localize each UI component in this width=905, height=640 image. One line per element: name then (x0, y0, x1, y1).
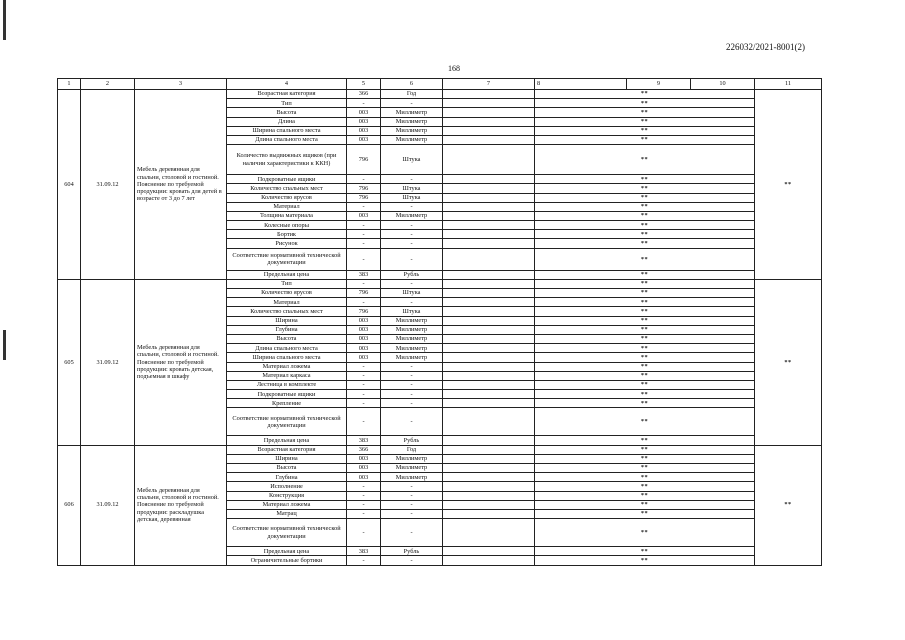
empty-cell (443, 408, 535, 436)
unit-name: - (381, 509, 443, 518)
characteristic-name: Соответствие нормативной технической документации (227, 519, 347, 547)
table-row (58, 90, 822, 99)
scan-edge-mark (3, 0, 6, 40)
characteristic-name: Глубина (227, 473, 347, 482)
value-placeholder: ** (535, 298, 755, 307)
value-placeholder: ** (535, 193, 755, 202)
characteristic-name: Ширина (227, 316, 347, 325)
unit-name: Миллиметр (381, 454, 443, 463)
empty-cell (443, 491, 535, 500)
unit-name: Миллиметр (381, 126, 443, 135)
unit-name: Штука (381, 289, 443, 298)
okei-code: 383 (347, 547, 381, 556)
unit-name: Миллиметр (381, 316, 443, 325)
value-placeholder: ** (535, 454, 755, 463)
empty-cell (443, 145, 535, 175)
okei-code: - (347, 221, 381, 230)
empty-cell (443, 362, 535, 371)
unit-name: - (381, 230, 443, 239)
unit-name: Штука (381, 184, 443, 193)
empty-cell (443, 126, 535, 135)
characteristic-name: Предельная цена (227, 436, 347, 445)
value-placeholder: ** (535, 547, 755, 556)
unit-name: - (381, 362, 443, 371)
okpd-code: 31.09.12 (81, 279, 135, 445)
page-number: 168 (448, 64, 460, 73)
product-description: Мебель деревянная для спальни, столовой и гостиной. Пояснение по требуемой продукции: кровать детская, подъемная в шкафу (135, 279, 227, 445)
okei-code: 366 (347, 90, 381, 99)
unit-name: - (381, 482, 443, 491)
unit-name: Миллиметр (381, 325, 443, 334)
value-placeholder: ** (535, 117, 755, 126)
characteristic-name: Возрастная категория (227, 445, 347, 454)
table-body (58, 90, 822, 566)
empty-cell (443, 99, 535, 108)
unit-name: - (381, 298, 443, 307)
empty-cell (443, 211, 535, 220)
value-placeholder: ** (535, 436, 755, 445)
empty-cell (443, 380, 535, 389)
okei-code: - (347, 519, 381, 547)
empty-cell (443, 270, 535, 279)
unit-name: - (381, 399, 443, 408)
characteristic-name: Толщина материала (227, 211, 347, 220)
characteristic-name: Матрац (227, 509, 347, 518)
characteristic-name: Материал (227, 298, 347, 307)
characteristic-name: Ширина спального места (227, 353, 347, 362)
empty-cell (443, 344, 535, 353)
empty-cell (443, 184, 535, 193)
column-number-5: 5 (347, 79, 381, 90)
row-position-number: 606 (58, 445, 81, 565)
okpd-code: 31.09.12 (81, 90, 135, 280)
value-placeholder: ** (535, 135, 755, 144)
value-placeholder: ** (535, 126, 755, 135)
value-placeholder: ** (535, 289, 755, 298)
okei-code: - (347, 399, 381, 408)
empty-cell (443, 500, 535, 509)
characteristic-name: Возрастная категория (227, 90, 347, 99)
unit-name: - (381, 279, 443, 288)
unit-name: Миллиметр (381, 344, 443, 353)
unit-name: Миллиметр (381, 473, 443, 482)
characteristic-name: Количество спальных мест (227, 184, 347, 193)
okei-code: - (347, 298, 381, 307)
empty-cell (443, 482, 535, 491)
empty-cell (443, 289, 535, 298)
okei-code: - (347, 491, 381, 500)
value-placeholder: ** (535, 248, 755, 270)
value-placeholder: ** (535, 307, 755, 316)
value-placeholder: ** (535, 211, 755, 220)
product-description: Мебель деревянная для спальни, столовой и гостиной. Пояснение по требуемой продукции: кровать для детей в возрасте от 3 до 7 лет (135, 90, 227, 280)
empty-cell (443, 464, 535, 473)
okei-code: 003 (347, 135, 381, 144)
value-placeholder: ** (535, 556, 755, 565)
value-placeholder: ** (535, 316, 755, 325)
okei-code: 366 (347, 445, 381, 454)
empty-cell (443, 509, 535, 518)
unit-name: - (381, 390, 443, 399)
value-placeholder: ** (535, 473, 755, 482)
column-number-7: 7 (443, 79, 535, 90)
column-number-11: 11 (755, 79, 822, 90)
characteristic-name: Конструкция (227, 491, 347, 500)
characteristic-name: Длина (227, 117, 347, 126)
empty-cell (443, 473, 535, 482)
characteristic-name: Количество ярусов (227, 289, 347, 298)
unit-name: Штука (381, 307, 443, 316)
column-11-placeholder: ** (755, 445, 822, 565)
characteristic-name: Тип (227, 99, 347, 108)
empty-cell (443, 193, 535, 202)
document-number: 226032/2021-8001(2) (726, 42, 805, 52)
characteristic-name: Подкроватные ящики (227, 390, 347, 399)
okei-code: - (347, 362, 381, 371)
okei-code: 003 (347, 126, 381, 135)
unit-name: Миллиметр (381, 135, 443, 144)
empty-cell (443, 202, 535, 211)
unit-name: Миллиметр (381, 117, 443, 126)
empty-cell (443, 316, 535, 325)
okei-code: 383 (347, 436, 381, 445)
unit-name: Штука (381, 145, 443, 175)
okei-code: 003 (347, 325, 381, 334)
characteristic-name: Количество ярусов (227, 193, 347, 202)
unit-name: - (381, 175, 443, 184)
okei-code: 003 (347, 211, 381, 220)
okei-code: - (347, 556, 381, 565)
unit-name: Миллиметр (381, 464, 443, 473)
column-number-10: 10 (691, 79, 755, 90)
characteristic-name: Материал (227, 202, 347, 211)
unit-name: Рубль (381, 270, 443, 279)
row-position-number: 605 (58, 279, 81, 445)
characteristic-name: Соответствие нормативной технической документации (227, 248, 347, 270)
specification-table (57, 78, 822, 566)
value-placeholder: ** (535, 145, 755, 175)
okei-code: - (347, 230, 381, 239)
okei-code: 796 (347, 184, 381, 193)
characteristic-name: Высота (227, 334, 347, 343)
unit-name: Рубль (381, 547, 443, 556)
okei-code: 383 (347, 270, 381, 279)
value-placeholder: ** (535, 184, 755, 193)
empty-cell (443, 353, 535, 362)
empty-cell (443, 117, 535, 126)
characteristic-name: Предельная цена (227, 270, 347, 279)
characteristic-name: Колесные опоры (227, 221, 347, 230)
value-placeholder: ** (535, 380, 755, 389)
okei-code: 796 (347, 145, 381, 175)
empty-cell (443, 436, 535, 445)
characteristic-name: Лестница в комплекте (227, 380, 347, 389)
unit-name: Миллиметр (381, 108, 443, 117)
value-placeholder: ** (535, 175, 755, 184)
okei-code: 003 (347, 473, 381, 482)
value-placeholder: ** (535, 390, 755, 399)
empty-cell (443, 547, 535, 556)
okei-code: - (347, 202, 381, 211)
value-placeholder: ** (535, 482, 755, 491)
column-11-placeholder: ** (755, 90, 822, 280)
empty-cell (443, 221, 535, 230)
okei-code: 796 (347, 307, 381, 316)
okei-code: 003 (347, 454, 381, 463)
characteristic-name: Рисунок (227, 239, 347, 248)
okei-code: - (347, 99, 381, 108)
value-placeholder: ** (535, 491, 755, 500)
characteristic-name: Бортик (227, 230, 347, 239)
empty-cell (443, 371, 535, 380)
value-placeholder: ** (535, 99, 755, 108)
empty-cell (443, 556, 535, 565)
okei-code: - (347, 175, 381, 184)
characteristic-name: Материал ложема (227, 500, 347, 509)
value-placeholder: ** (535, 371, 755, 380)
table-row (58, 445, 822, 454)
characteristic-name: Количество спальных мест (227, 307, 347, 316)
value-placeholder: ** (535, 202, 755, 211)
characteristic-name: Ширина спального места (227, 126, 347, 135)
empty-cell (443, 175, 535, 184)
product-description: Мебель деревянная для спальни, столовой и гостиной. Пояснение по требуемой продукции: раскладушка детская, деревянная (135, 445, 227, 565)
unit-name: - (381, 519, 443, 547)
characteristic-name: Ширина (227, 454, 347, 463)
column-number-8: 8 (535, 79, 627, 90)
okei-code: - (347, 500, 381, 509)
okei-code: 003 (347, 334, 381, 343)
characteristic-name: Предельная цена (227, 547, 347, 556)
value-placeholder: ** (535, 230, 755, 239)
empty-cell (443, 519, 535, 547)
characteristic-name: Исполнение (227, 482, 347, 491)
column-number-row (58, 79, 822, 90)
characteristic-name: Глубина (227, 325, 347, 334)
okei-code: - (347, 371, 381, 380)
okei-code: - (347, 279, 381, 288)
value-placeholder: ** (535, 221, 755, 230)
unit-name: - (381, 221, 443, 230)
characteristic-name: Подкроватные ящики (227, 175, 347, 184)
empty-cell (443, 230, 535, 239)
empty-cell (443, 108, 535, 117)
column-number-3: 3 (135, 79, 227, 90)
empty-cell (443, 334, 535, 343)
empty-cell (443, 135, 535, 144)
unit-name: - (381, 556, 443, 565)
value-placeholder: ** (535, 344, 755, 353)
value-placeholder: ** (535, 464, 755, 473)
row-position-number: 604 (58, 90, 81, 280)
value-placeholder: ** (535, 500, 755, 509)
okei-code: 003 (347, 117, 381, 126)
okei-code: - (347, 380, 381, 389)
characteristic-name: Крепление (227, 399, 347, 408)
characteristic-name: Высота (227, 464, 347, 473)
empty-cell (443, 454, 535, 463)
column-number-9: 9 (627, 79, 691, 90)
value-placeholder: ** (535, 399, 755, 408)
empty-cell (443, 298, 535, 307)
value-placeholder: ** (535, 90, 755, 99)
okei-code: - (347, 390, 381, 399)
column-number-4: 4 (227, 79, 347, 90)
empty-cell (443, 248, 535, 270)
okei-code: 003 (347, 464, 381, 473)
unit-name: - (381, 491, 443, 500)
empty-cell (443, 279, 535, 288)
okei-code: - (347, 248, 381, 270)
okei-code: - (347, 482, 381, 491)
empty-cell (443, 445, 535, 454)
value-placeholder: ** (535, 279, 755, 288)
okei-code: 003 (347, 353, 381, 362)
okpd-code: 31.09.12 (81, 445, 135, 565)
empty-cell (443, 390, 535, 399)
unit-name: - (381, 371, 443, 380)
empty-cell (443, 239, 535, 248)
unit-name: - (381, 202, 443, 211)
value-placeholder: ** (535, 362, 755, 371)
value-placeholder: ** (535, 334, 755, 343)
okei-code: - (347, 509, 381, 518)
value-placeholder: ** (535, 270, 755, 279)
value-placeholder: ** (535, 509, 755, 518)
empty-cell (443, 307, 535, 316)
value-placeholder: ** (535, 445, 755, 454)
characteristic-name: Соответствие нормативной технической документации (227, 408, 347, 436)
unit-name: Рубль (381, 436, 443, 445)
value-placeholder: ** (535, 408, 755, 436)
okei-code: 796 (347, 289, 381, 298)
unit-name: Миллиметр (381, 334, 443, 343)
unit-name: Миллиметр (381, 353, 443, 362)
column-number-1: 1 (58, 79, 81, 90)
unit-name: - (381, 248, 443, 270)
value-placeholder: ** (535, 519, 755, 547)
okei-code: 003 (347, 108, 381, 117)
unit-name: - (381, 380, 443, 389)
characteristic-name: Длина спального места (227, 135, 347, 144)
characteristic-name: Тип (227, 279, 347, 288)
okei-code: - (347, 408, 381, 436)
unit-name: Год (381, 445, 443, 454)
characteristic-name: Материал каркаса (227, 371, 347, 380)
table-row (58, 279, 822, 288)
value-placeholder: ** (535, 325, 755, 334)
characteristic-name: Длина спального места (227, 344, 347, 353)
unit-name: Миллиметр (381, 211, 443, 220)
unit-name: - (381, 408, 443, 436)
unit-name: Год (381, 90, 443, 99)
characteristic-name: Ограничительные бортики (227, 556, 347, 565)
okei-code: 003 (347, 344, 381, 353)
okei-code: - (347, 239, 381, 248)
unit-name: Штука (381, 193, 443, 202)
column-number-2: 2 (81, 79, 135, 90)
value-placeholder: ** (535, 353, 755, 362)
unit-name: - (381, 99, 443, 108)
column-11-placeholder: ** (755, 279, 822, 445)
column-number-6: 6 (381, 79, 443, 90)
value-placeholder: ** (535, 108, 755, 117)
characteristic-name: Материал ложема (227, 362, 347, 371)
empty-cell (443, 325, 535, 334)
okei-code: 796 (347, 193, 381, 202)
empty-cell (443, 399, 535, 408)
characteristic-name: Высота (227, 108, 347, 117)
okei-code: 003 (347, 316, 381, 325)
scan-edge-mark (3, 330, 6, 360)
unit-name: - (381, 239, 443, 248)
unit-name: - (381, 500, 443, 509)
empty-cell (443, 90, 535, 99)
characteristic-name: Количество выдвижных ящиков (при наличии характеристики к ККН) (227, 145, 347, 175)
value-placeholder: ** (535, 239, 755, 248)
